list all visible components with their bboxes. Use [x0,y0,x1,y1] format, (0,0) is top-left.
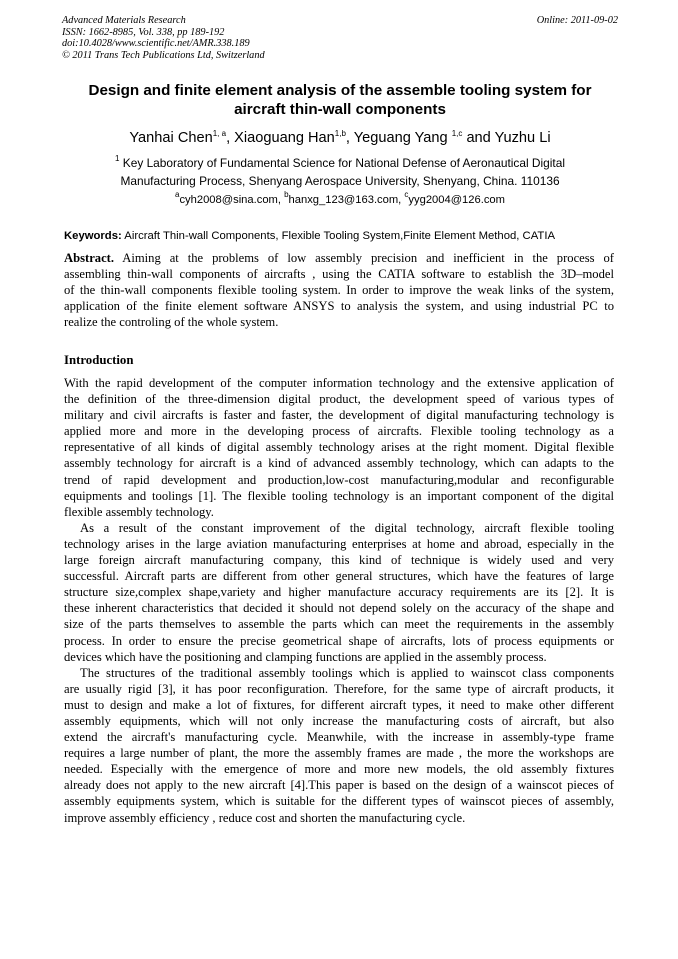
author-list [62,128,618,148]
email-b-marker: b [284,190,289,199]
author-1: Yanhai Chen [129,130,213,146]
body-line: technology arises in the large aviation manufacturing enterprises at home and abroad, especially in the [64,536,614,551]
body-line: devices which have the positioning and clamping functions are applied in the assembly process. [64,649,547,664]
body-line: trend of rapid development and production,low-cost manufacturing,modular and reconfigurable [64,472,614,487]
copyright-line: © 2011 Trans Tech Publications Ltd, Switzerland [62,49,265,61]
keywords-label: Keywords: [64,230,122,242]
body-line: extend the aircraft's manufacturing cycle. Meanwhile, with the increase in assembly-type frame [64,730,614,745]
affiliation-line-1: Key Laboratory of Fundamental Science for National Defense of Aeronautical Digital [119,156,565,170]
author-3: , Yeguang Yang [345,130,452,146]
introduction-body [64,375,614,826]
body-line: must to design and make a lot of fixtures, for different aircraft types, it need to make other different [64,697,614,712]
body-line: The structures of the traditional assembly toolings which is applied to wainscot class components [80,665,614,680]
body-line: needed. Especially with the emergence of more and more new models, the old assembly fixtures [64,762,614,777]
body-line: assembly technology for aircraft is a kind of advanced assembly technology, which can adapts to the [64,456,614,471]
abstract-line: realize the controling of the whole system. [64,315,279,330]
affiliation [62,155,618,190]
body-line: As a result of the constant improvement of the digital technology, aircraft flexible tooling [80,520,614,535]
body-line: successful. Aircraft parts are different from other general structures, which have the features of large [64,569,614,584]
email-c-marker: c [404,190,409,199]
abstract [64,250,614,330]
body-line: requires a large number of plant, the more the assembly frames are made , the more the workshops are [64,746,614,761]
abstract-line: assembling thin-wall components of aircrafts , using the CATIA software to establish the 3D–model [64,267,614,282]
affiliation-marker: 1 [115,154,120,163]
body-line: process. In order to ensure the precise geometrical shape of aircrafts, lots of process equipments or [64,633,614,648]
body-line: improve assembly efficiency , reduce cost and shorten the manufacturing cycle. [64,810,466,825]
body-line: representative of all kinds of digital assembly technology arises at the right moment. Digital flexible [64,440,614,455]
abstract-line: application of the finite element software ANSYS to analysis the system, and using industrial PC to [64,299,614,314]
body-line: size of the parts themselves to assemble the parts which can meet the requirements in the assembly [64,617,614,632]
email-a-marker: a [175,190,180,199]
body-line: assembly equipments, which will not only increase the manufacturing costs of aircraft, but also [64,713,614,728]
email-a[interactable]: cyh2008@sina.com, [179,194,285,206]
abstract-label: Abstract. [64,251,115,265]
keywords [64,229,620,244]
body-line: equipments and toolings [1]. The flexible tooling technology is an important component of the digital [64,488,614,503]
author-4: and Yuzhu Li [462,130,551,146]
body-line: With the rapid development of the computer information technology and the extensive application of [64,376,614,390]
abstract-line: of the thin-wall components flexible tooling system. In order to improve the weak links of the system, [64,283,614,298]
body-line: the definition of the three-dimension digital product, the development speed of various types of [64,392,614,407]
body-line: assembly equipments system, which is suitable for the different types of wainscot pieces of assembly, [64,794,614,809]
journal-header [62,15,618,61]
section-heading-introduction: Introduction [64,353,134,367]
doi-line: doi:10.4028/www.scientific.net/AMR.338.189 [62,38,250,50]
email-b[interactable]: hanxg_123@163.com, [288,194,405,206]
body-line: these inherent characteristics that decided it should not depend solely on the accuracy of the shape and [64,601,614,616]
title-line-2: aircraft thin-wall components [234,101,446,118]
online-date: Online: 2011-09-02 [536,15,618,26]
body-line: already does not apply to the new aircraft [4].This paper is based on the design of a wainscot pieces of [64,778,614,793]
author-emails [62,192,618,208]
author-3-affil: 1,c [451,129,463,138]
abstract-line: Aiming at the problems of low assembly precision and inefficient in the process of [114,251,614,265]
author-2: , Xiaoguang Han [226,130,335,146]
body-line: structure size,complex shape,variety and higher manufacture accuracy requirements are its [2]. It is [64,585,614,600]
body-line: flexible assembly technology. [64,504,214,519]
journal-name: Advanced Materials Research [62,15,186,26]
email-c[interactable]: yyg2004@126.com [408,194,505,206]
issn-line: ISSN: 1662-8985, Vol. 338, pp 189-192 [62,26,225,38]
author-1-affil: 1, a [212,129,227,138]
body-line: applied more and more in the developing process of aircrafts. Flexible tooling technology as a [64,424,614,439]
paper-title [62,81,618,119]
body-line: are usually rigid [3], it has poor reconfiguration. Therefore, for the same type of aircraft products, it [64,681,614,696]
affiliation-line-2: Manufacturing Process, Shenyang Aerospace University, Shenyang, China. 110136 [120,173,560,188]
author-2-affil: 1,b [334,129,346,138]
title-line-1: Design and finite element analysis of the assemble tooling system for [88,82,592,99]
body-line: military and civil aircrafts is faster and faster, the development of digital manufacturing technology is [64,408,614,423]
body-line: large foreign aircraft manufacturing company, this kind of technique is widely used and very [64,553,614,568]
keywords-text: Aircraft Thin-wall Components, Flexible Tooling System,Finite Element Method, CATIA [121,230,555,242]
